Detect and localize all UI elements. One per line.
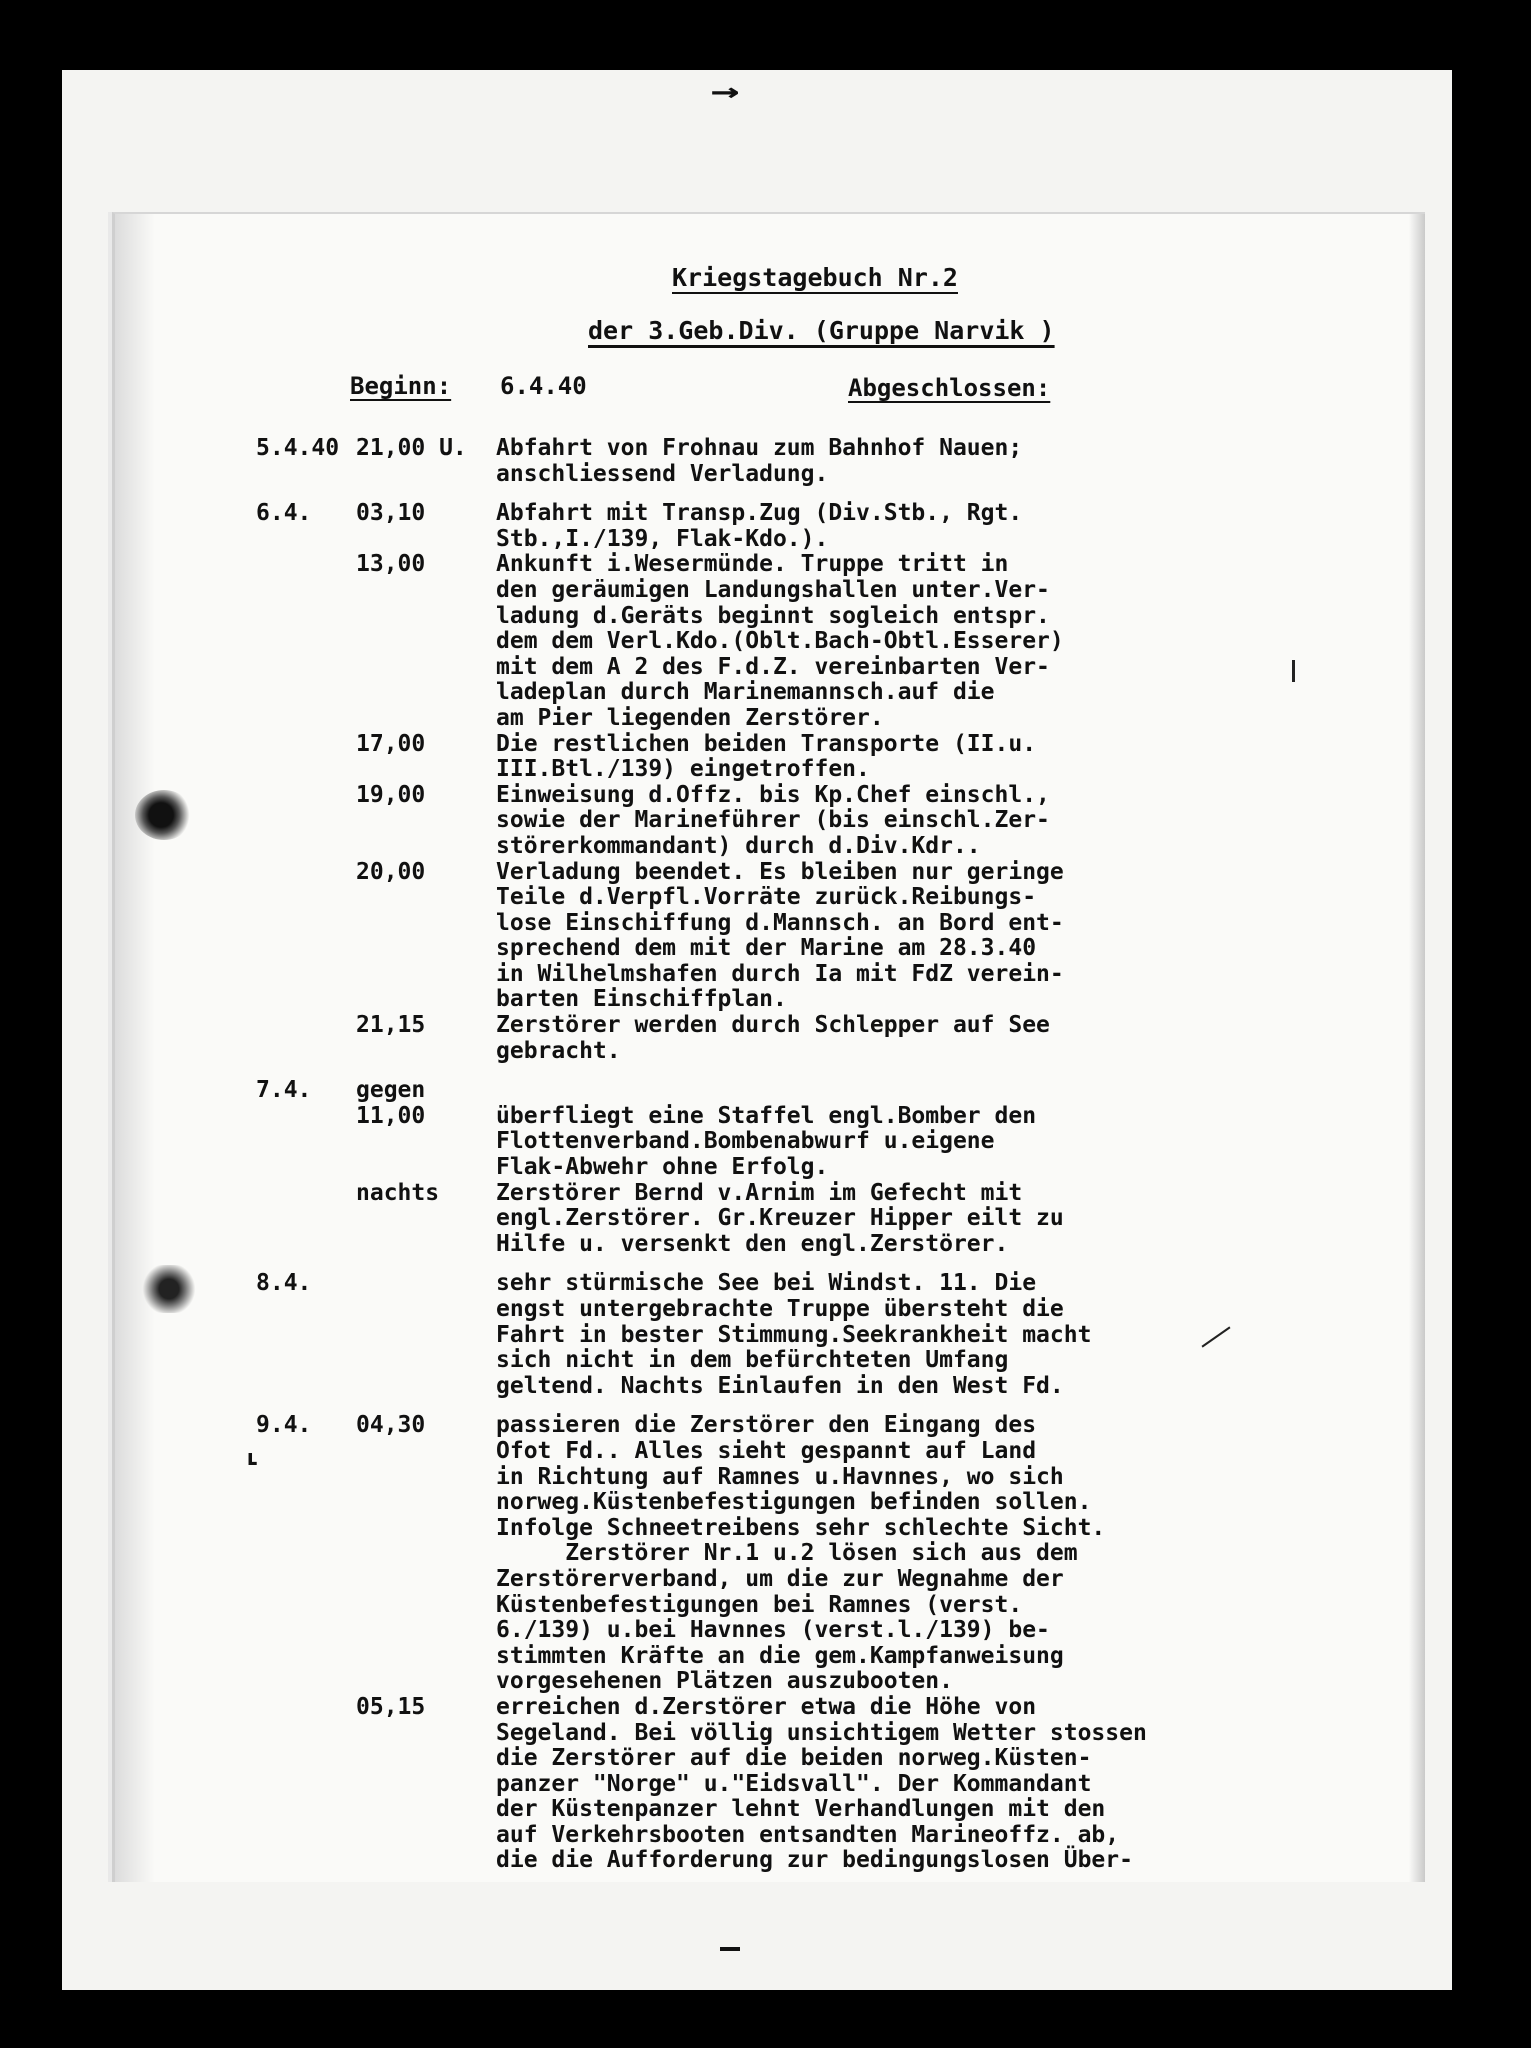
entry-text: sehr stürmische See bei Windst. 11. Die engst untergebrachte Truppe übersteht die Fahrt in bester Stimmung.Seekrankheit macht sich nicht in dem befürchteten Umfang geltend. Nachts Einlaufen in den West Fd.: [496, 1270, 1092, 1399]
diary-entry: [256, 860, 1256, 1014]
entry-date: [256, 1013, 356, 1064]
diary-entry: [256, 1013, 1256, 1064]
entry-text: erreichen d.Zerstörer etwa die Höhe von Segeland. Bei völlig unsichtigem Wetter stossen die Zerstörer auf die beiden norweg.Küsten- panzer "Norge" u."Eidsvall". Der Kommandant der Küstenpanzer lehnt Verhandlungen mit den auf Verkehrsbooten entsandten Marineoffz. ab, die die Aufforderung zur bedingungslosen Über-: [496, 1693, 1147, 1874]
entry-text: Ankunft i.Wesermünde. Truppe tritt in den geräumigen Landungshallen unter.Ver- ladung d.Geräts beginnt sogleich entspr. dem dem Verl.Kdo.(Oblt.Bach-Obtl.Esserer) mit dem A 2 des F.d.Z. vereinbarten Ver- ladeplan durch Marinemannsch.auf die am Pier liegenden Zerstörer.: [496, 551, 1064, 731]
entry-date: [256, 552, 356, 731]
diary-entry: [256, 1181, 1256, 1258]
entry-text: Die restlichen beiden Transporte (II.u. III.Btl./139) eingetroffen.: [496, 730, 1037, 783]
entry-text: Abfahrt mit Transp.Zug (Div.Stb., Rgt. Stb.,I./139, Flak-Kdo.).: [496, 500, 1023, 552]
begin-value: 6.4.40: [500, 372, 587, 400]
entry-text: Verladung beendet. Es bleiben nur geringe Teile d.Verpfl.Vorräte zurück.Reibungs- lose Einschiffung d.Mannsch. an Bord ent- sprechend dem mit der Marine am 28.3.40 in Wilhelmshafen durch Ia mit FdZ verein- barten Einschiffplan.: [496, 858, 1064, 1013]
diary-entry: [256, 1078, 1256, 1180]
diary-entry: [256, 1695, 1256, 1874]
entry-text: Abfahrt von Frohnau zum Bahnhof Nauen; anschliessend Verladung.: [496, 435, 1023, 487]
entry-date: 8.4.: [256, 1270, 312, 1297]
margin-mark-icon: ʟ: [246, 1446, 260, 1471]
entry-date: 7.4.: [256, 1077, 312, 1104]
entry-text: passieren die Zerstörer den Eingang des Ofot Fd.. Alles sieht gespannt auf Land in Richtung auf Ramnes u.Havnnes, wo sich norweg.Küstenbefestigungen befinden sollen. Infolge Schneetreibens sehr schlechte Sicht. Zerstörer Nr.1 u.2 lösen sich aus dem Zerstörerverband, um die zur Wegnahme der Küstenbefestigungen bei Ramnes (verst. 6./139) u.bei Havnnes (verst.l./139) be- stimmten Kräfte an die gem.Kampfanweisung vorgesehenen Plätzen auszubooten.: [496, 1412, 1106, 1695]
diary-entry: [256, 783, 1256, 860]
diary-entry: [256, 732, 1256, 783]
entry-time: 13,00: [356, 551, 426, 578]
entry-date: [256, 732, 356, 783]
ink-smudge-icon: [135, 790, 193, 840]
entry-date: [256, 783, 356, 860]
entry-date: [256, 1695, 356, 1874]
diary-entry: [256, 501, 1256, 552]
diary-entry: [256, 552, 1256, 731]
entry-date: 6.4.: [256, 500, 312, 527]
entry-time: 03,10: [356, 500, 426, 527]
entry-time: [356, 1271, 496, 1399]
document-subtitle: der 3.Geb.Div. (Gruppe Narvik ): [588, 316, 1055, 345]
begin-label: Beginn:: [350, 372, 452, 400]
diary-entries: [256, 436, 1256, 1874]
entry-time: 05,15: [356, 1693, 426, 1720]
entry-date: 9.4.: [256, 1412, 312, 1439]
entry-date: [256, 860, 356, 1014]
ink-smudge-icon: [140, 1265, 198, 1313]
entry-time: 21,15: [356, 1012, 426, 1039]
entry-text: Zerstörer Bernd v.Arnim im Gefecht mit engl.Zerstörer. Gr.Kreuzer Hipper eilt zu Hilfe u. versenkt den engl.Zerstörer.: [496, 1179, 1064, 1257]
document-title: Kriegstagebuch Nr.2: [672, 263, 958, 292]
entry-text: Einweisung d.Offz. bis Kp.Chef einschl., sowie der Marineführer (bis einschl.Zer- störerkommandant) durch d.Div.Kdr..: [496, 781, 1050, 859]
margin-tick-mark-icon: [1292, 660, 1295, 682]
entry-time: 17,00: [356, 730, 426, 757]
entry-date: [256, 1181, 356, 1258]
entry-text: überfliegt eine Staffel engl.Bomber den Flottenverband.Bombenabwurf u.eigene Flak-Abwehr ohne Erfolg.: [496, 1102, 1037, 1181]
entry-time: 20,00: [356, 858, 426, 885]
diary-entry: [256, 1413, 1256, 1695]
arrow-mark-icon: →: [710, 74, 740, 109]
entry-time: nachts: [356, 1179, 440, 1206]
entry-time: gegen 11,00: [356, 1077, 426, 1129]
end-label: Abgeschlossen:: [848, 374, 1051, 402]
entry-text: Zerstörer werden durch Schlepper auf See gebracht.: [496, 1012, 1050, 1064]
entry-time: 21,00 U.: [356, 435, 467, 461]
diary-entry: [256, 1271, 1256, 1399]
entry-time: 19,00: [356, 781, 426, 808]
entry-time: 04,30: [356, 1412, 426, 1439]
diary-entry: [256, 436, 1256, 487]
bottom-dash-mark-icon: [720, 1947, 740, 1951]
entry-date: 5.4.40: [256, 435, 340, 461]
